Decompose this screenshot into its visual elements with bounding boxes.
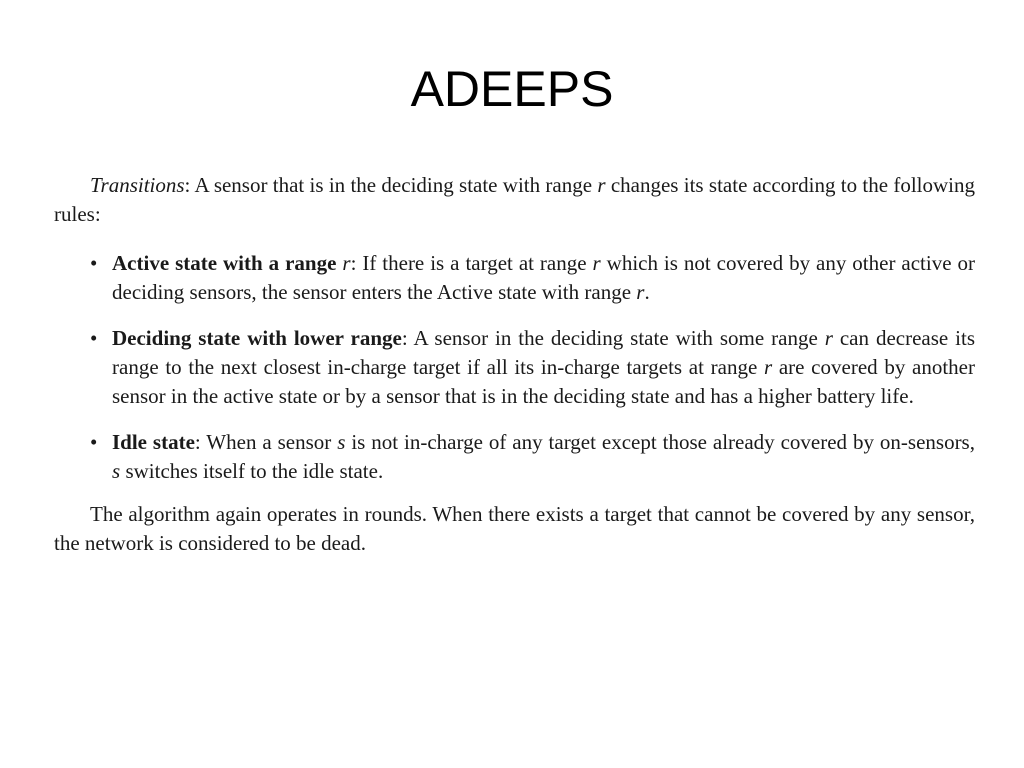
bullet-icon: •	[90, 251, 98, 275]
bullet-icon: •	[90, 326, 98, 350]
rule-idle-state	[90, 428, 975, 486]
rule-var: r	[763, 355, 773, 379]
slide-title: ADEEPS	[410, 61, 614, 117]
rule-var: r	[824, 326, 833, 350]
rule-var: r	[636, 280, 645, 304]
rule-active-state	[90, 249, 975, 307]
intro-text-1: : A sensor that is in the deciding state with range	[184, 173, 598, 197]
rule-var: r	[592, 251, 601, 275]
rule-text: switches itself to the idle state.	[120, 459, 384, 483]
rule-text: can decrease its range to the next closest in-charge target if all its in-charge targets at range	[112, 326, 976, 379]
rule-text: is not in-charge of any target except those already covered by on-sensors,	[345, 430, 975, 454]
rule-text: : When a sensor	[194, 430, 338, 454]
intro-range-var: r	[597, 173, 606, 197]
rule-heading: Idle state	[112, 430, 195, 454]
rule-heading: Deciding state with lower range	[112, 326, 402, 350]
rule-var: s	[337, 430, 346, 454]
rule-text: : A sensor in the deciding state with some range	[401, 326, 825, 350]
intro-text-2: changes its state according to the following rules:	[54, 173, 975, 226]
rule-text: : If there is a target at range	[350, 251, 593, 275]
rule-text: which is not covered by any other active or deciding sensors, the sensor enters the Active state with range	[112, 251, 975, 304]
rule-text: are covered by another sensor in the active state or by a sensor that is in the deciding state and has a higher battery life.	[112, 355, 976, 408]
conclusion-paragraph: The algorithm again operates in rounds. When there exists a target that cannot be covered by any sensor, the network is considered to be dead.	[54, 502, 975, 555]
rule-deciding-state	[90, 324, 976, 411]
rule-heading: Active state with a range	[112, 251, 343, 275]
transitions-label: Transitions	[90, 173, 185, 197]
rule-heading-var: r	[342, 251, 351, 275]
intro-paragraph	[54, 171, 975, 229]
rule-text: .	[644, 280, 650, 304]
rule-var: s	[112, 459, 121, 483]
rules-list	[54, 249, 975, 486]
bullet-icon: •	[90, 430, 98, 454]
slide-body	[54, 171, 975, 558]
